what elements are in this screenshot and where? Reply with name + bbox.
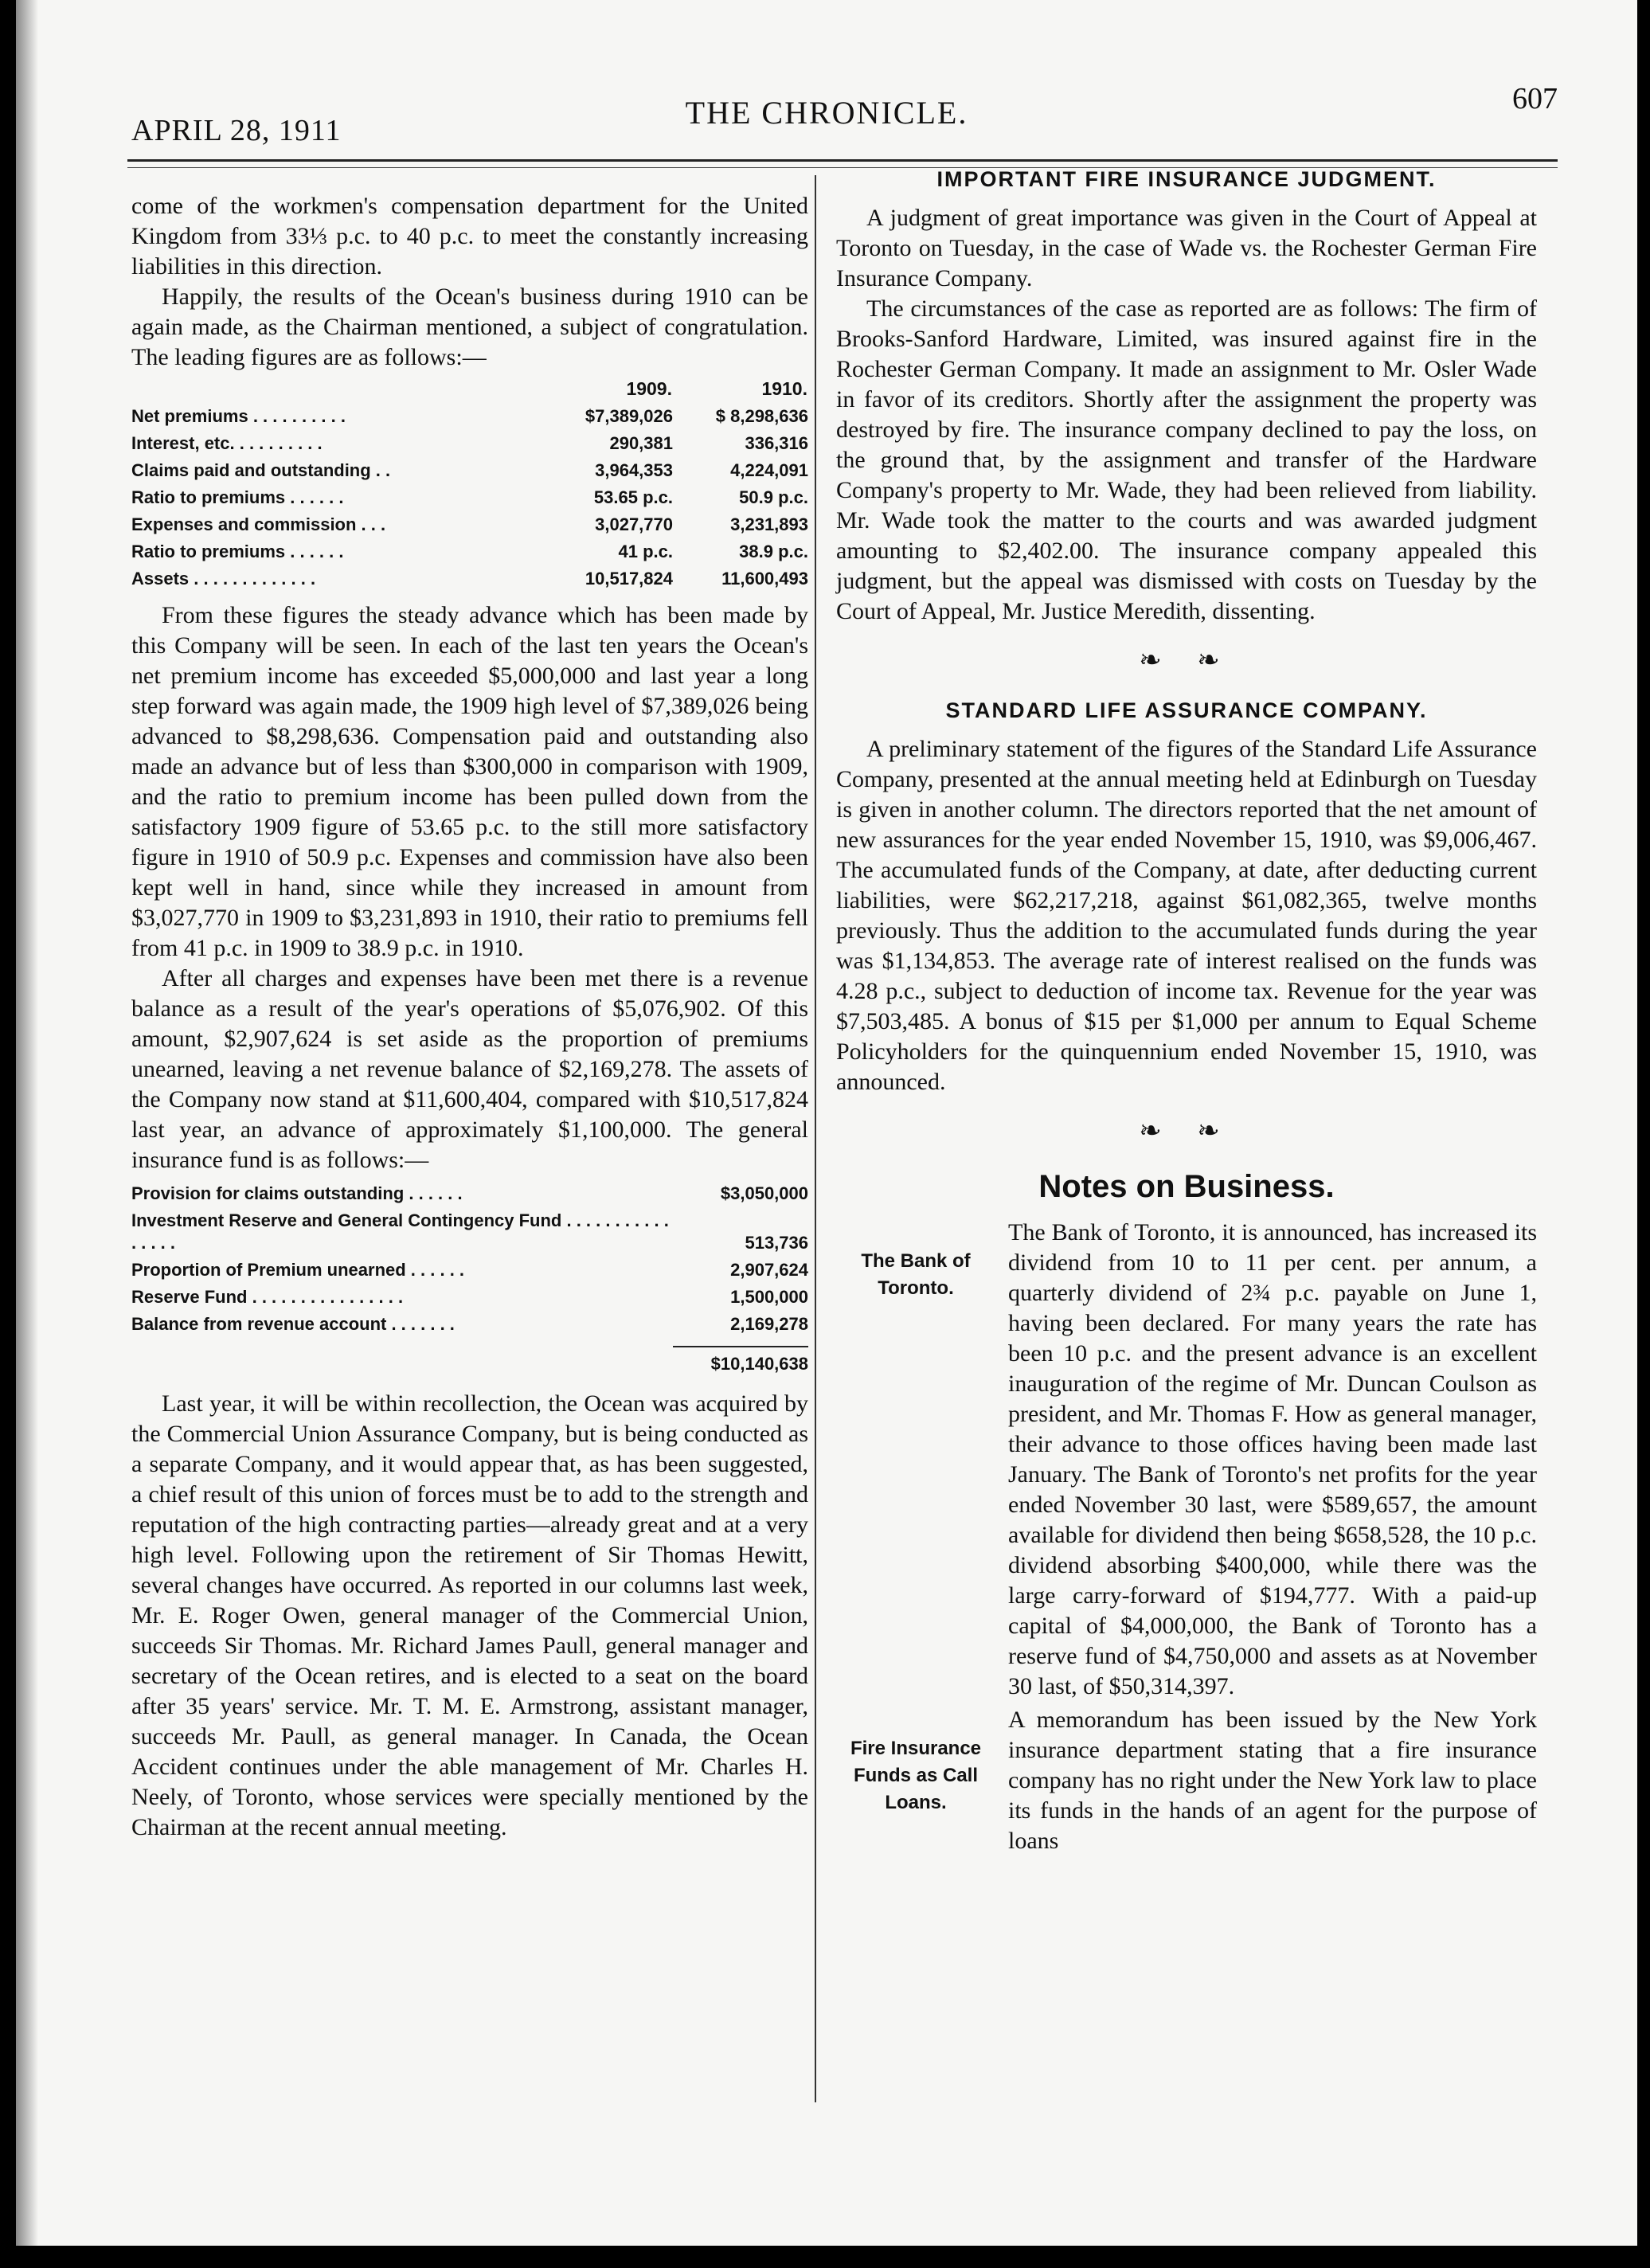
section-heading: Notes on Business. [1038, 1169, 1335, 1204]
article-title: STANDARD LIFE ASSURANCE COMPANY. [945, 698, 1428, 722]
ornament-divider: ❧ ❧ [1139, 646, 1234, 675]
row-label: Ratio to premiums . . . . . . [131, 487, 344, 507]
issue-date: APRIL 28, 1911 [131, 114, 342, 147]
value-1910: 50.9 p.c. [739, 487, 808, 507]
row-label: Expenses and commission . . . [131, 514, 386, 534]
value-1909: 3,964,353 [595, 460, 673, 480]
paragraph: The circumstances of the case as reported are as follows: The firm of Brooks-Sanford Hardware, Limited, was insured against fire in the Rochester German Company. It made an assignment to Mr. Osler Wade in favor of its creditors. Shortly after the assignment the property was destroyed by fire. The insurance company declined to pay the loss, on the ground that, by the assignment and transfer of the Hardware Company's property to Mr. Wade, they had been relieved from liability. Mr. Wade took the matter to the courts and was awarded judgment amounting to $2,402.00. The insurance company appealed this judgment, but the appeal was dismissed with costs on Tuesday by the Court of Appeal, Mr. Justice Meredith, dissenting. [836, 295, 1537, 624]
paragraph: A memorandum has been issued by the New York insurance department stating that a fire insurance company has no right under the New York law to place its funds in the hands of an agent for the purpose of loans [1008, 1707, 1537, 1854]
article-title: IMPORTANT FIRE INSURANCE JUDGMENT. [936, 167, 1437, 191]
table-row [131, 1257, 808, 1284]
table-row [131, 1284, 808, 1311]
table-row [131, 1180, 808, 1207]
row-label: Net premiums . . . . . . . . . . [131, 406, 346, 426]
row-label: Assets . . . . . . . . . . . . . [131, 569, 316, 589]
paragraph: come of the workmen's compensation department for the United Kingdom from 33⅓ p.c. to 40 p.c. to meet the constantly increasing liabilities in this direction. [131, 193, 808, 280]
table-row [131, 457, 808, 484]
value-1910: 11,600,493 [721, 569, 808, 589]
value-1910: 336,316 [745, 433, 808, 453]
page-number: 607 [1512, 82, 1558, 115]
value-1910: 4,224,091 [730, 460, 808, 480]
paragraph: After all charges and expenses have been met there is a revenue balance as a result of the year's operations of $5,076,902. Of this amount, $2,907,624 is set aside as the proportion of premiums unearned, leaving a net revenue balance of $2,169,278. The assets of the Company now stand at $11,600,404, compared with $10,517,824 last year, an advance of approximately $1,100,000. The general insurance fund is as follows:— [131, 965, 808, 1173]
table-header-row [131, 377, 808, 403]
value-1909: 53.65 p.c. [593, 487, 673, 507]
table-row [131, 565, 808, 592]
row-label: Reserve Fund . . . . . . . . . . . . . . . . [131, 1287, 404, 1307]
row-value: 513,736 [745, 1233, 808, 1253]
table-row [131, 511, 808, 538]
row-label: Proportion of Premium unearned . . . . . . [131, 1260, 465, 1280]
row-label: Ratio to premiums . . . . . . [131, 542, 344, 561]
page-edge-shadow [16, 0, 38, 2246]
row-label: Provision for claims outstanding . . . . . . [131, 1183, 463, 1203]
table-row [131, 1207, 808, 1257]
side-heading: Fire Insurance Funds as Call Loans. [850, 1738, 982, 1813]
column-header-1910: 1910. [761, 378, 807, 399]
row-value: 1,500,000 [730, 1287, 808, 1307]
value-1909: 3,027,770 [595, 514, 673, 534]
fund-total: $10,140,638 [673, 1346, 808, 1374]
value-1910: $ 8,298,636 [715, 406, 808, 426]
row-label: Claims paid and outstanding . . [131, 460, 391, 480]
paragraph: From these figures the steady advance which has been made by this Company will be seen. In each of the last ten years the Ocean's net premium income has exceeded $5,000,000 and last year a long step forward was again made, the 1909 high level of $7,389,026 being advanced to $8,298,636. Compensation paid and outstanding also made an advance but of less than $300,000 in comparison with 1909, and the ratio to premium income has been pulled down from the satisfactory 1909 figure of 53.65 p.c. to the still more satisfactory figure in 1910 of 50.9 p.c. Expenses and commission have also been kept well in hand, since while they increased in amount from $3,027,770 in 1909 to $3,231,893 in 1910, their ratio to premiums fell from 41 p.c. in 1909 to 38.9 p.c. in 1910. [131, 602, 808, 961]
paragraph: The Bank of Toronto, it is announced, has increased its dividend from 10 to 11 per cent. per annum, a quarterly dividend of 2¾ p.c. payable on June 1, having been declared. For many years the rate has been 10 p.c. and the present advance is an excellent inauguration of the regime of Mr. Duncan Coulson as president, and Mr. Thomas F. How as general manager, their advance to those offices having been made last January. The Bank of Toronto's net profits for the year ended November 30 last, were $589,657, the amount available for dividend then being $658,528, the 10 p.c. dividend absorbing $400,000, while there was the large carry-forward of $194,777. With a paid-up capital of $4,000,000, the Bank of Toronto has a reserve fund of $4,750,000 and assets as at November 30 last, of $50,314,397. [1008, 1219, 1537, 1699]
newspaper-page [16, 0, 1637, 2246]
table-row [131, 430, 808, 457]
row-label: Investment Reserve and General Contingency Fund . . . . . . . . . . . . . . . . [131, 1210, 669, 1253]
left-column [131, 191, 808, 1843]
value-1909: 10,517,824 [585, 569, 673, 589]
paragraph: A preliminary statement of the figures of the Standard Life Assurance Company, presented at the annual meeting held at Edinburgh on Tuesday is given in another column. The directors reported that the net amount of new assurances for the year ended November 15, 1910, was $9,006,467. The accumulated funds of the Company, at date, after deducting current liabilities, were $62,217,218, against $61,082,365, twelve months previously. Thus the addition to the accumulated funds during the year was $1,134,853. The average rate of interest realised on the funds was 4.28 p.c., subject to deduction of income tax. Revenue for the year was $7,503,485. A bonus of $15 per $1,000 per annum to Equal Scheme Policyholders for the quinquennium ended November 15, 1910, was announced. [836, 736, 1537, 1095]
table-row [131, 403, 808, 430]
value-1910: 38.9 p.c. [739, 542, 808, 561]
paragraph: A judgment of great importance was given in the Court of Appeal at Toronto on Tuesday, in the case of Wade vs. the Rochester German Fire Insurance Company. [836, 205, 1537, 291]
column-divider [815, 175, 816, 2102]
news-item [836, 1705, 1537, 1856]
side-heading: The Bank of Toronto. [861, 1250, 971, 1299]
table-row [131, 484, 808, 511]
table-row [131, 538, 808, 565]
leading-figures-table [131, 377, 808, 592]
news-item [836, 1218, 1537, 1702]
row-label: Interest, etc. . . . . . . . . . [131, 433, 323, 453]
insurance-fund-table [131, 1180, 808, 1338]
row-value: 2,907,624 [730, 1260, 808, 1280]
masthead: THE CHRONICLE. [685, 95, 968, 131]
value-1909: $7,389,026 [585, 406, 673, 426]
header-rule [127, 159, 1558, 162]
ornament-divider: ❧ ❧ [1139, 1116, 1234, 1146]
table-row [131, 1311, 808, 1338]
value-1910: 3,231,893 [730, 514, 808, 534]
row-value: 2,169,278 [730, 1314, 808, 1334]
value-1909: 41 p.c. [618, 542, 673, 561]
value-1909: 290,381 [609, 433, 673, 453]
row-value: $3,050,000 [720, 1183, 808, 1203]
right-column [836, 167, 1537, 1856]
paragraph: Last year, it will be within recollection, the Ocean was acquired by the Commercial Union Assurance Company, but is being conducted as a separate Company, and it would appear that, as has been suggested, a chief result of this union of forces must be to add to the strength and reputation of the high contracting parties—already great and at a very high level. Following upon the retirement of Sir Thomas Hewitt, several changes have occurred. As reported in our columns last week, Mr. E. Roger Owen, general manager of the Commercial Union, succeeds Sir Thomas. Mr. Richard James Paull, general manager and secretary of the Ocean retires, and is elected to a seat on the board after 35 years' service. Mr. T. M. E. Armstrong, assistant manager, succeeds Mr. Paull, as general manager. In Canada, the Ocean Accident continues under the able management of Mr. Charles H. Neely, of Toronto, whose services were specially mentioned by the Chairman at the recent annual meeting. [131, 1390, 808, 1840]
row-label: Balance from revenue account . . . . . . . [131, 1314, 455, 1334]
paragraph: Happily, the results of the Ocean's business during 1910 can be again made, as the Chairman mentioned, a subject of congratulation. The leading figures are as follows:— [131, 284, 808, 370]
news-item-body [1008, 1218, 1537, 1702]
column-header-1909: 1909. [626, 378, 672, 399]
news-item-body [1008, 1705, 1537, 1856]
